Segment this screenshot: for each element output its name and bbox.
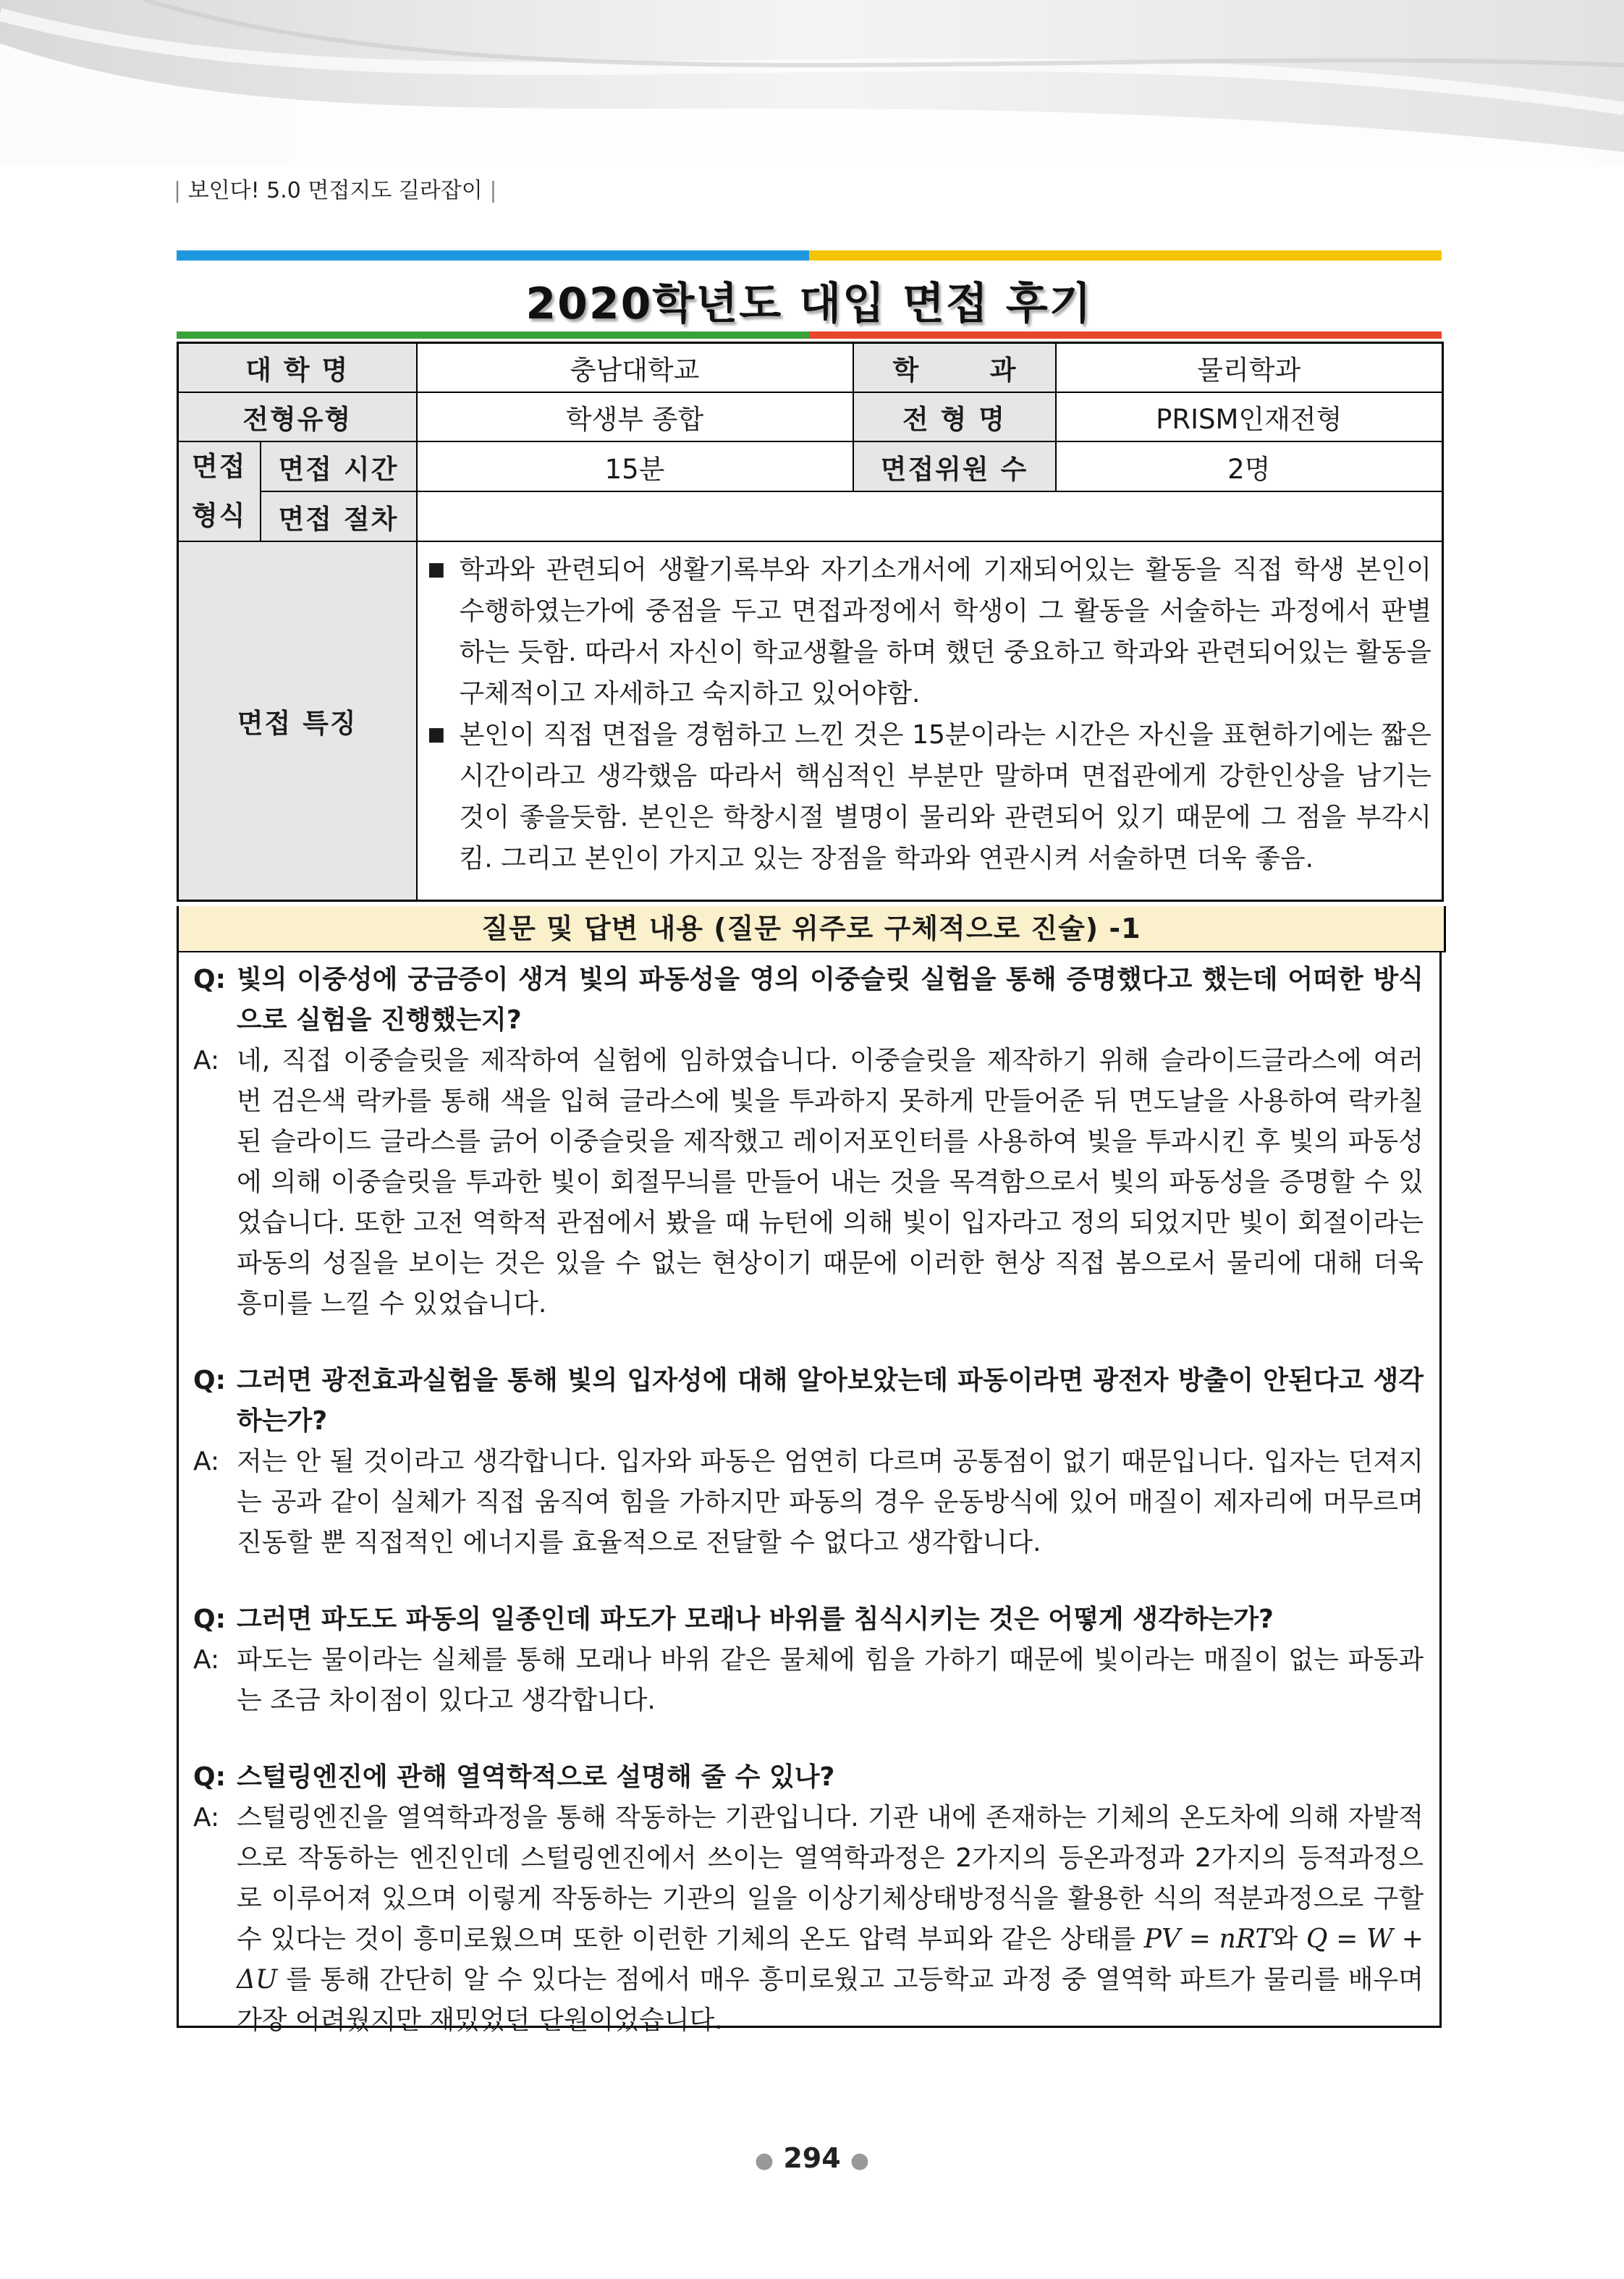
bottom-color-bar <box>177 331 1442 339</box>
qa-section <box>177 951 1442 2035</box>
feature-label: 면접 특징 <box>178 541 417 901</box>
page-number: ● 294 ● <box>754 2142 870 2174</box>
admission-name-value: PRISM인재전형 <box>1056 392 1443 441</box>
university-label: 대 학 명 <box>178 343 417 393</box>
bullet-square-icon: ■ <box>427 559 446 580</box>
time-label: 면접 시간 <box>261 441 417 491</box>
admission-type-value: 학생부 종합 <box>417 392 853 441</box>
admission-type-label: 전형유형 <box>178 392 417 441</box>
feature-list <box>417 541 1443 901</box>
header-decoration <box>0 0 1624 166</box>
document-title: 2020학년도 대입 면접 후기 <box>525 279 1093 329</box>
info-table <box>177 342 1444 902</box>
feature-item: ■ 본인이 직접 면접을 경험하고 느낀 것은 15분이라는 시간은 자신을 표현하기에는 짧은 시간이라고 생각했음 따라서 핵심적인 부분만 말하며 면접관에게 강한인상을 남기는 것이 좋을듯함. 본인은 학창시절 별명이 물리와 관련되어 있기 때문에 그 점을 부각시킴. 그리고 본인이 가지고 있는 장점을 학과와 연관시켜 서술하면 더욱 좋음. <box>428 714 1432 879</box>
panel-value: 2명 <box>1056 441 1443 491</box>
department-label: 학 과 <box>853 343 1056 393</box>
answer-4: A: 스털링엔진을 열역학과정을 통해 작동하는 기관입니다. 기관 내에 존재하는 기체의 온도차에 의해 자발적으로 작동하는 엔진인데 스털링엔진에서 쓰이는 열역학과정은 2가지의 등온과정과 2가지의 등적과정으로 이루어져 있으며 이렇게 작동하는 기관의 일을 이상기체상태방정식을 활용한 식의 적분과정으로 구할 수 있다는 것이 흥미로웠으며 또한 이런한 기체의 온도 압력 부피와 같은 상태를 PV = nRT와 Q = W + ΔU 를 통해 간단히 알 수 있다는 점에서 매우 흥미로웠고 고등학교 과정 중 열역학 파트가 물리를 배우며 가장 어려웠지만 재밌었던 단원이었습니다. <box>193 1803 1424 2035</box>
ideal-gas-formula: PV = nRT <box>1143 1924 1273 1954</box>
university-value: 충남대학교 <box>417 343 853 393</box>
feature-item: ■ 학과와 관련되어 생활기록부와 자기소개서에 기재되어있는 활동을 직접 학생 본인이 수행하였는가에 중점을 두고 면접과정에서 학생이 그 활동을 서술하는 과정에서 판별하는 듯함. 따라서 자신이 학교생활을 하며 했던 중요하고 학과와 관련되어있는 활동을 구체적이고 자세하고 숙지하고 있어야함. <box>428 549 1432 714</box>
answer-2: A: 저는 안 될 것이라고 생각합니다. 입자와 파동은 엄연히 다르며 공통점이 없기 때문입니다. 입자는 던져지는 공과 같이 실체가 직접 움직여 힘을 가하지만 파동의 경우 운동방식에 있어 매질이 제자리에 머무르며 진동할 뿐 직접적인 에너지를 효율적으로 전달할 수 없다고 생각합니다. <box>193 1447 1424 1557</box>
bullet-square-icon: ■ <box>427 724 446 745</box>
procedure-label: 면접 절차 <box>261 491 417 541</box>
question-2: Q: 그러면 광전효과실험을 통해 빛의 입자성에 대해 알아보았는데 파동이라면 광전자 방출이 안된다고 생각하는가? <box>193 1366 1424 1436</box>
running-title: | 보인다! 5.0 면접지도 길라잡이 | <box>174 178 497 203</box>
question-1: Q: 빛의 이중성에 궁금증이 생겨 빛의 파동성을 영의 이중슬릿 실험을 통해 증명했다고 했는데 어떠한 방식으로 실험을 진행했는지? <box>193 965 1424 1035</box>
first-law-formula: Q = W + ΔU <box>237 1924 1424 1995</box>
question-3: Q: 그러면 파도도 파동의 일종인데 파도가 모래나 바위를 침식시키는 것은 어떻게 생각하는가? <box>193 1604 1274 1634</box>
admission-name-label: 전 형 명 <box>853 392 1056 441</box>
dot-icon: ● <box>754 2148 774 2173</box>
answer-1: A: 네, 직접 이중슬릿을 제작하여 실험에 임하였습니다. 이중슬릿을 제작하기 위해 슬라이드글라스에 여러 번 검은색 락카를 통해 색을 입혀 글라스에 빛을 투과하지 못하게 만들어준 뒤 면도날을 사용하여 락카칠 된 슬라이드 글라스를 긁어 이중슬릿을 제작했고 레이저포인터를 사용하여 빛을 투과시킨 후 빛의 파동성에 의해 이중슬릿을 투과한 빛이 회절무늬를 만들어 내는 것을 목격함으로서 빛의 파동성을 증명할 수 있었습니다. 또한 고전 역학적 관점에서 봤을 때 뉴턴에 의해 빛이 입자라고 정의 되었지만 빛이 회절이라는 파동의 성질을 보이는 것은 있을 수 없는 현상이기 때문에 이러한 현상 직접 봄으로서 물리에 대해 더욱 흥미를 느낄 수 있었습니다. <box>193 1046 1424 1319</box>
qa-heading: 질문 및 답변 내용 (질문 위주로 구체적으로 진술) -1 <box>177 906 1446 952</box>
time-value: 15분 <box>417 441 853 491</box>
question-4: Q: 스털링엔진에 관해 열역학적으로 설명해 줄 수 있나? <box>193 1762 835 1792</box>
format-label: 면접 형식 <box>178 441 261 541</box>
top-color-bar <box>177 250 1442 261</box>
procedure-value <box>417 491 1443 541</box>
dot-icon: ● <box>850 2148 870 2173</box>
department-value: 물리학과 <box>1056 343 1443 393</box>
answer-3: A: 파도는 물이라는 실체를 통해 모래나 바위 같은 물체에 힘을 가하기 때문에 빛이라는 매질이 없는 파동과는 조금 차이점이 있다고 생각합니다. <box>193 1645 1424 1715</box>
panel-label: 면접위원 수 <box>853 441 1056 491</box>
